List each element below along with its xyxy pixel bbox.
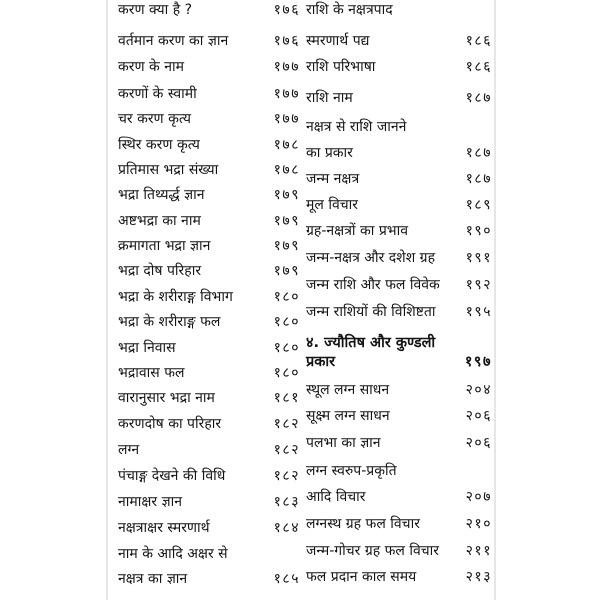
toc-entry xyxy=(118,84,300,104)
toc-entry-title: लग्न स्वरुप-प्रकृति xyxy=(306,463,397,479)
toc-entry xyxy=(118,287,300,307)
toc-entry-title: करणदोष का परिहार xyxy=(118,416,222,432)
toc-entry-page: २०७ xyxy=(465,489,492,505)
toc-entry-title: भद्रा निवास xyxy=(118,340,176,356)
toc-entry-page: १८६ xyxy=(465,59,492,75)
toc-entry-page: १७९ xyxy=(273,263,300,279)
toc-entry-page: १८३ xyxy=(273,494,300,510)
toc-entry-title: पलभा का ज्ञान xyxy=(306,435,381,451)
section-heading-title: प्रकार xyxy=(306,354,336,370)
toc-entry-page: १७८ xyxy=(273,162,300,178)
toc-entry-title: अष्टभद्रा का नाम xyxy=(118,213,201,229)
toc-entry xyxy=(118,518,300,538)
toc-entry xyxy=(306,567,492,587)
toc-entry-title: नाम के आदि अक्षर से xyxy=(118,546,228,562)
toc-entry xyxy=(306,169,492,189)
toc-entry xyxy=(118,31,300,51)
toc-entry-page: १७६ xyxy=(273,2,300,18)
toc-entry-title: करण क्या है ? xyxy=(118,2,193,18)
toc-entry xyxy=(306,541,492,561)
toc-entry-page: १८५ xyxy=(273,571,300,587)
toc-entry-title: पंचाङ्ग देखने की विधि xyxy=(118,468,226,484)
toc-entry xyxy=(118,466,300,486)
toc-entry xyxy=(306,57,492,77)
toc-entry-title: राशि के नक्षत्रपाद xyxy=(306,2,393,18)
left-margin-rule xyxy=(106,0,108,600)
toc-entry xyxy=(306,31,492,51)
toc-entry-page: १९१ xyxy=(465,250,492,266)
toc-entry xyxy=(306,195,492,215)
toc-entry xyxy=(118,261,300,281)
toc-entry xyxy=(118,211,300,231)
toc-entry-page: १८० xyxy=(273,289,300,305)
toc-entry-page: १७९ xyxy=(273,187,300,203)
toc-entry xyxy=(306,117,492,137)
toc-entry-page: १९२ xyxy=(465,277,492,293)
toc-entry xyxy=(118,440,300,460)
toc-entry-title: जन्म-गोचर ग्रह फल विचार xyxy=(306,543,440,559)
toc-entry-page: १८७ xyxy=(465,90,492,106)
toc-entry-page: १८० xyxy=(273,365,300,381)
toc-entry-page: १८७ xyxy=(465,171,492,187)
toc-entry-page: २१० xyxy=(465,516,492,532)
toc-entry xyxy=(306,221,492,241)
toc-entry-page: १८२ xyxy=(273,416,300,432)
toc-entry-page: १७६ xyxy=(273,33,300,49)
toc-entry-title: भद्रा के शरीराङ्ग फल xyxy=(118,314,221,330)
toc-entry xyxy=(306,143,492,163)
toc-entry-page: १८४ xyxy=(273,520,300,536)
toc-entry xyxy=(306,0,492,20)
toc-entry-title: लग्नस्थ ग्रह फल विचार xyxy=(306,516,420,532)
toc-entry xyxy=(118,236,300,256)
toc-entry-page: २०६ xyxy=(465,408,492,424)
toc-entry-page: १९५ xyxy=(465,304,492,320)
toc-entry-page: १७७ xyxy=(273,111,300,127)
toc-entry xyxy=(306,380,492,400)
toc-entry xyxy=(118,544,300,564)
toc-entry-title: भद्रा दोष परिहार xyxy=(118,263,202,279)
section-heading xyxy=(306,352,492,372)
toc-entry-title: भद्रा के शरीराङ्ग विभाग xyxy=(118,289,233,305)
toc-entry-page: १७९ xyxy=(273,213,300,229)
toc-entry xyxy=(306,433,492,453)
toc-entry-title: स्थिर करण कृत्य xyxy=(118,137,200,153)
toc-entry xyxy=(118,363,300,383)
toc-entry xyxy=(306,514,492,534)
toc-entry-page: १८९ xyxy=(465,197,492,213)
toc-entry-title: मूल विचार xyxy=(306,197,358,213)
toc-entry-title: सूक्ष्म लग्न साधन xyxy=(306,408,390,424)
toc-entry-page: २११ xyxy=(465,543,492,559)
section-heading-title: ४. ज्यौतिष और कुण्डली xyxy=(306,335,436,351)
toc-entry-title: नक्षत्र से राशि जानने xyxy=(306,119,407,135)
toc-entry-title: लग्न xyxy=(118,442,140,458)
toc-entry-title: वर्तमान करण का ज्ञान xyxy=(118,33,229,49)
toc-entry xyxy=(118,185,300,205)
toc-entry xyxy=(306,487,492,507)
toc-entry-page: १८२ xyxy=(273,468,300,484)
toc-entry xyxy=(118,109,300,129)
toc-entry xyxy=(306,248,492,268)
toc-entry-page: १७८ xyxy=(273,137,300,153)
section-heading xyxy=(306,333,492,353)
toc-entry xyxy=(306,461,492,481)
toc-entry xyxy=(118,414,300,434)
toc-entry xyxy=(306,88,492,108)
toc-entry-title: नक्षत्राक्षर स्मरणार्थ xyxy=(118,520,210,536)
toc-entry-title: स्मरणार्थ पद्य xyxy=(306,33,370,49)
right-margin-rule xyxy=(494,0,496,600)
toc-entry-page: १८० xyxy=(273,340,300,356)
toc-entry-title: प्रतिमास भद्रा संख्या xyxy=(118,162,219,178)
toc-entry-title: जन्म-नक्षत्र और दशेश ग्रह xyxy=(306,250,436,266)
toc-entry-page: १७९ xyxy=(273,238,300,254)
toc-entry-title: जन्म राशि और फल विवेक xyxy=(306,277,440,293)
toc-entry-title: भद्रावास फल xyxy=(118,365,185,381)
toc-entry-title: वारानुसार भद्रा नाम xyxy=(118,390,215,406)
toc-entry-page: १८१ xyxy=(273,390,300,406)
toc-entry-title: स्थूल लग्न साधन xyxy=(306,382,390,398)
toc-entry-title: करण के नाम xyxy=(118,59,185,75)
toc-entry-page: २१३ xyxy=(465,569,492,585)
toc-entry xyxy=(306,406,492,426)
toc-entry-title: नामाक्षर ज्ञान xyxy=(118,494,182,510)
toc-entry-title: करणों के स्वामी xyxy=(118,86,197,102)
toc-entry-title: का प्रकार xyxy=(306,145,353,161)
toc-entry-title: फल प्रदान काल समय xyxy=(306,569,417,585)
toc-entry-title: भद्रा तिथ्यर्द्ध ज्ञान xyxy=(118,187,205,203)
toc-entry xyxy=(118,0,300,20)
toc-entry xyxy=(118,338,300,358)
toc-entry-page: १९० xyxy=(465,223,492,239)
toc-entry-title: नक्षत्र का ज्ञान xyxy=(118,571,188,587)
toc-entry-title: राशि परिभाषा xyxy=(306,59,376,75)
toc-entry xyxy=(118,135,300,155)
toc-entry-page: २०४ xyxy=(465,382,492,398)
toc-entry xyxy=(306,275,492,295)
toc-entry xyxy=(118,569,300,589)
toc-entry-page: १७७ xyxy=(273,86,300,102)
toc-entry xyxy=(118,57,300,77)
toc-entry xyxy=(118,492,300,512)
toc-entry xyxy=(118,312,300,332)
toc-entry-title: चर करण कृत्य xyxy=(118,111,192,127)
toc-entry-page: १७७ xyxy=(273,59,300,75)
toc-entry-page: २०६ xyxy=(465,435,492,451)
toc-entry-title: जन्म नक्षत्र xyxy=(306,171,360,187)
toc-entry-title: राशि नाम xyxy=(306,90,353,106)
toc-entry xyxy=(118,388,300,408)
toc-entry-page: १८६ xyxy=(465,33,492,49)
toc-entry-page: १८२ xyxy=(273,442,300,458)
toc-entry-title: आदि विचार xyxy=(306,489,366,505)
toc-entry-title: ग्रह-नक्षत्रों का प्रभाव xyxy=(306,223,409,239)
toc-entry-title: जन्म राशियों की विशिष्टता xyxy=(306,304,436,320)
toc-entry-page: १८० xyxy=(273,314,300,330)
toc-entry-title: क्रमागता भद्रा ज्ञान xyxy=(118,238,211,254)
toc-entry xyxy=(118,160,300,180)
section-heading-page: १९७ xyxy=(464,354,492,370)
toc-entry-page: १८७ xyxy=(465,145,492,161)
toc-entry xyxy=(306,302,492,322)
